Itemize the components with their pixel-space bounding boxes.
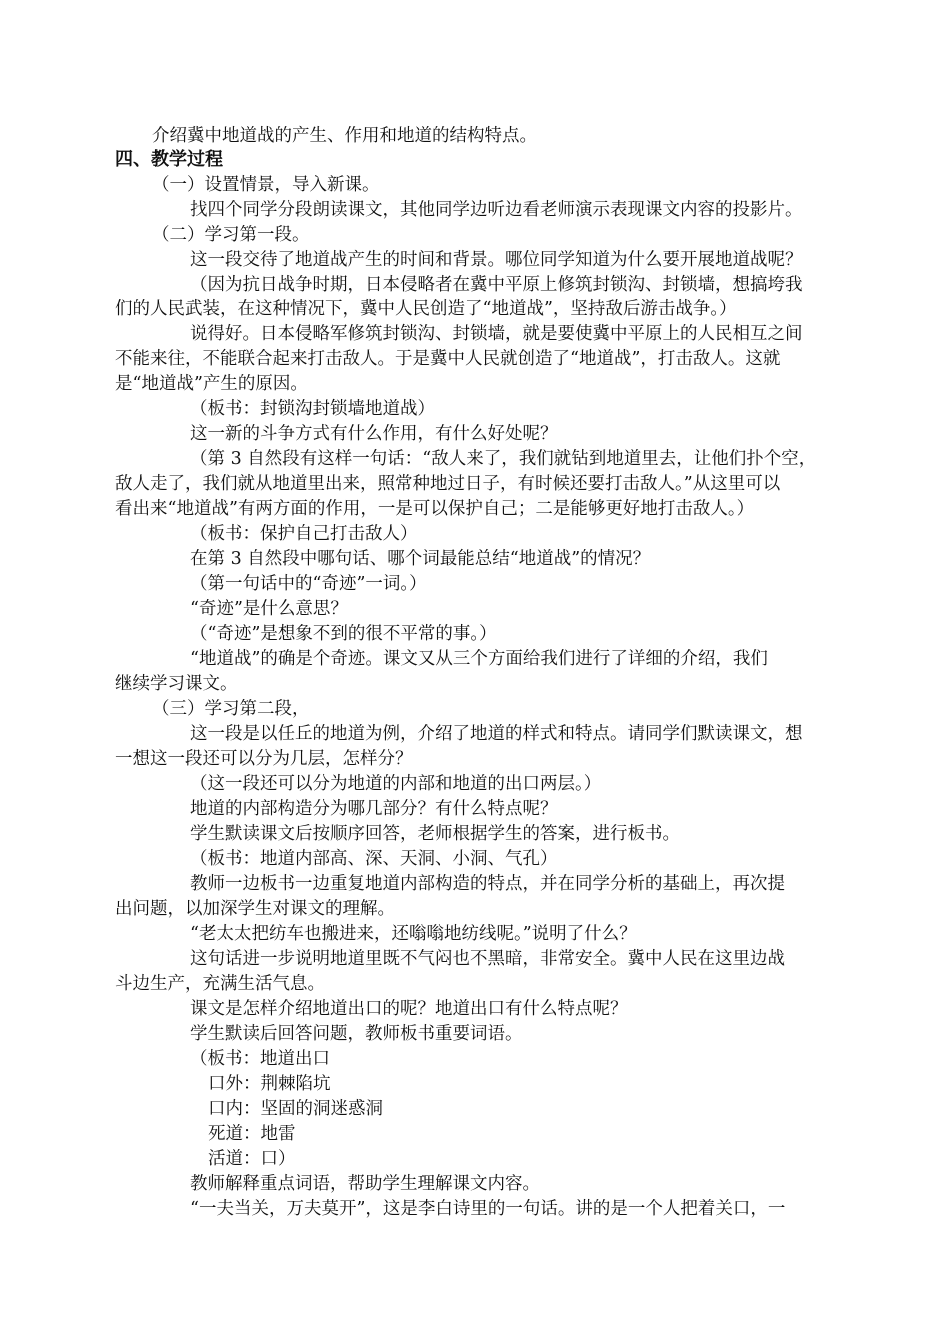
board-note: （板书：地道出口: [190, 1049, 330, 1069]
paragraph-line: 说得好。日本侵略军修筑封锁沟、封锁墙，就是要使冀中平原上的人民相互之间: [190, 324, 803, 344]
paragraph-line: “奇迹”是什么意思？: [190, 599, 348, 619]
paragraph-line: 出问题，以加深学生对课文的理解。: [115, 899, 395, 919]
paragraph-line: （第一句话中的“奇迹”一词。）: [190, 574, 427, 594]
section-heading: 四、教学过程: [115, 149, 223, 170]
paragraph-line: （“奇迹”是想象不到的很不平常的事。）: [190, 624, 497, 644]
paragraph-line: 敌人走了，我们就从地道里出来，照常种地过日子，有时候还要打击敌人。”从这里可以: [115, 474, 781, 494]
paragraph-line: 这一段是以任丘的地道为例，介绍了地道的样式和特点。请同学们默读课文，想: [190, 724, 803, 744]
paragraph-line: 学生默读课文后按顺序回答，老师根据学生的答案，进行板书。: [190, 824, 680, 844]
board-note: （板书：保护自己打击敌人）: [190, 524, 418, 544]
board-note: （板书：封锁沟封锁墙地道战）: [190, 399, 435, 419]
board-note: （板书：地道内部高、深、天洞、小洞、气孔）: [190, 849, 558, 869]
board-note-item: 口内：坚固的洞迷惑洞: [208, 1099, 383, 1119]
paragraph-line: （这一段还可以分为地道的内部和地道的出口两层。）: [190, 774, 602, 794]
paragraph-line: 教师一边板书一边重复地道内部构造的特点，并在同学分析的基础上，再次提: [190, 874, 785, 894]
board-note-item: 活道：口）: [208, 1149, 296, 1169]
paragraph-line: 们的人民武装，在这种情况下，冀中人民创造了“地道战”，坚持敌后游击战争。）: [115, 299, 737, 319]
board-note-item: 死道：地雷: [208, 1124, 296, 1144]
paragraph-line: 一想这一段还可以分为几层，怎样分？: [115, 749, 413, 769]
paragraph-line: 教师解释重点词语，帮助学生理解课文内容。: [190, 1174, 540, 1194]
board-note-item: 口外：荆棘陷坑: [208, 1074, 331, 1094]
paragraph-line: 这一段交待了地道战产生的时间和背景。哪位同学知道为什么要开展地道战呢？: [190, 250, 803, 270]
paragraph-line: 找四个同学分段朗读课文，其他同学边听边看老师演示表现课文内容的投影片。: [190, 200, 803, 220]
subsection-heading: （三）学习第二段，: [152, 699, 310, 719]
paragraph-line: “老太太把纺车也搬进来，还嗡嗡地纺线呢。”说明了什么？: [190, 924, 637, 944]
subsection-heading: （二）学习第一段。: [152, 225, 310, 245]
paragraph-line: 继续学习课文。: [115, 674, 238, 694]
paragraph-line: 在第 3 自然段中哪句话、哪个词最能总结“地道战”的情况？: [190, 549, 651, 569]
paragraph-line: “一夫当关，万夫莫开”，这是李白诗里的一句话。讲的是一个人把着关口，一: [190, 1199, 786, 1219]
paragraph-line: 介绍冀中地道战的产生、作用和地道的结构特点。: [152, 126, 537, 146]
paragraph-line: 斗边生产，充满生活气息。: [115, 974, 325, 994]
subsection-heading: （一）设置情景，导入新课。: [152, 175, 380, 195]
paragraph-line: （第 3 自然段有这样一句话：“敌人来了，我们就钻到地道里去，让他们扑个空，: [190, 449, 817, 469]
paragraph-line: 地道的内部构造分为哪几部分？有什么特点呢？: [190, 799, 558, 819]
paragraph-line: 这句话进一步说明地道里既不气闷也不黑暗，非常安全。冀中人民在这里边战: [190, 949, 785, 969]
paragraph-line: 是“地道战”产生的原因。: [115, 374, 308, 394]
paragraph-line: 这一新的斗争方式有什么作用，有什么好处呢？: [190, 424, 558, 444]
paragraph-line: 课文是怎样介绍地道出口的呢？地道出口有什么特点呢？: [190, 999, 628, 1019]
paragraph-line: （因为抗日战争时期，日本侵略者在冀中平原上修筑封锁沟、封锁墙，想搞垮我: [190, 275, 803, 295]
paragraph-line: “地道战”的确是个奇迹。课文又从三个方面给我们进行了详细的介绍，我们: [190, 649, 768, 669]
paragraph-line: 不能来往，不能联合起来打击敌人。于是冀中人民就创造了“地道战”，打击敌人。这就: [115, 349, 781, 369]
paragraph-line: 看出来“地道战”有两方面的作用，一是可以保护自己；二是能够更好地打击敌人。）: [115, 499, 755, 519]
paragraph-line: 学生默读后回答问题，教师板书重要词语。: [190, 1024, 523, 1044]
